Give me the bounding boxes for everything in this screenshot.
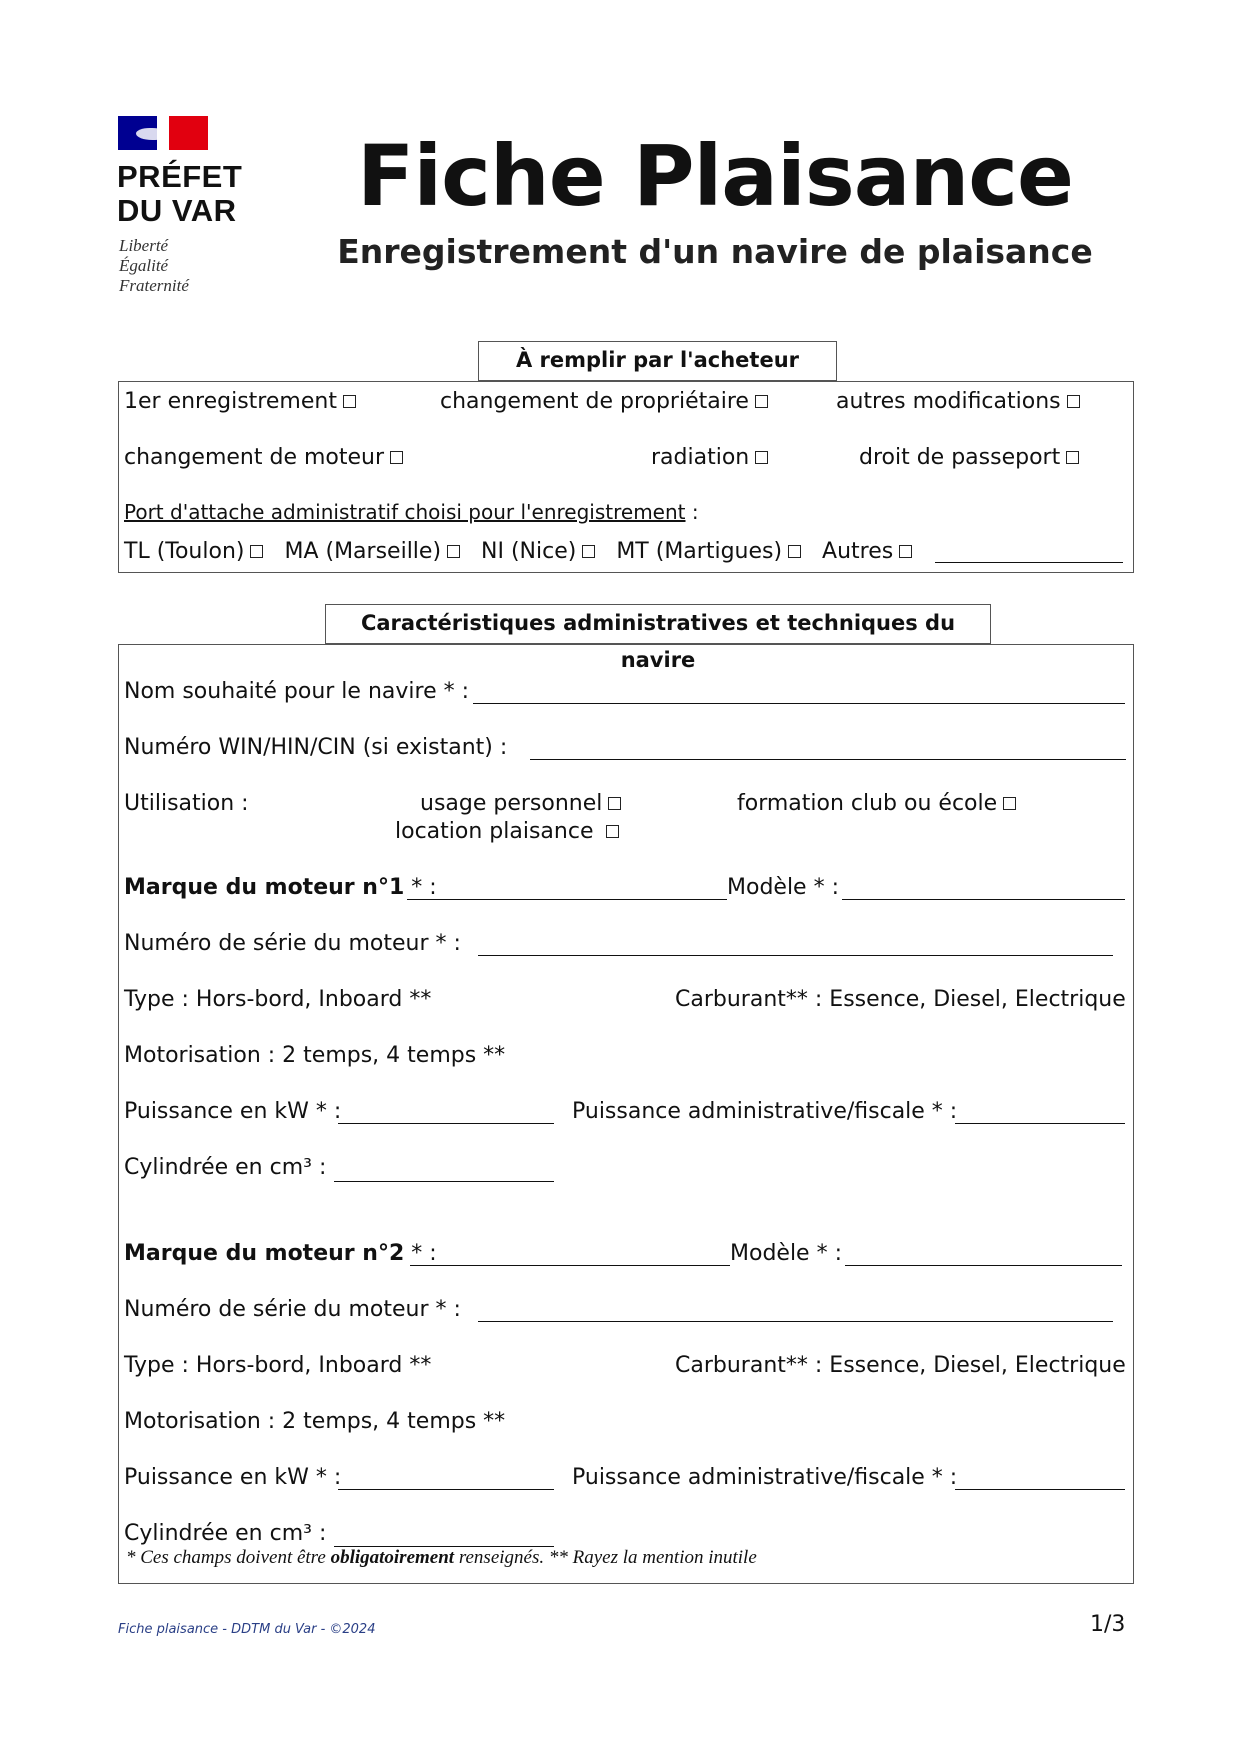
engine1-fuel-label: Carburant** : Essence, Diesel, Electrique: [675, 987, 1126, 1012]
checkbox[interactable]: [1003, 797, 1016, 810]
engine1-stroke-label: Motorisation : 2 temps, 4 temps **: [124, 1043, 506, 1068]
port-autres[interactable]: Autres: [822, 539, 912, 564]
checkbox[interactable]: [606, 825, 619, 838]
engine2-serial-label: Numéro de série du moteur * :: [124, 1297, 461, 1322]
hull-number-input-line[interactable]: [530, 759, 1126, 760]
engine1-power-input-line[interactable]: [338, 1123, 554, 1124]
engine2-brand-label: Marque du moteur n°2 * :: [124, 1241, 437, 1266]
engine2-type-label: Type : Hors-bord, Inboard **: [124, 1353, 432, 1378]
usage-personal[interactable]: usage personnel: [420, 790, 621, 818]
checkbox[interactable]: [582, 545, 595, 558]
vessel-name-input-line[interactable]: [473, 703, 1125, 704]
option-label: droit de passeport: [859, 445, 1061, 470]
usage-rental[interactable]: location plaisance: [395, 818, 619, 846]
option-passport-fee[interactable]: [859, 444, 1079, 472]
engine1-model-label: Modèle * :: [727, 875, 839, 900]
checkbox[interactable]: [788, 545, 801, 558]
option-engine-change[interactable]: [124, 444, 403, 472]
page-subtitle: Enregistrement d'un navire de plaisance: [337, 232, 1093, 271]
engine1-model-input-line[interactable]: [842, 899, 1125, 900]
engine1-serial-input-line[interactable]: [478, 955, 1113, 956]
checkbox[interactable]: [755, 395, 768, 408]
checkbox[interactable]: [447, 545, 460, 558]
port-other-input-line[interactable]: [935, 562, 1123, 563]
port-label-text: Port d'attache administratif choisi pour l'enregistrement: [124, 500, 686, 524]
checkbox[interactable]: [755, 451, 768, 464]
engine2-displacement-label: Cylindrée en cm³ :: [124, 1521, 327, 1546]
port-martigues[interactable]: MT (Martigues): [616, 539, 801, 564]
section-vessel-tab: Caractéristiques administratives et techniques du navire: [325, 604, 991, 644]
hull-number-label: Numéro WIN/HIN/CIN (si existant) :: [124, 735, 508, 760]
checkbox[interactable]: [1066, 451, 1079, 464]
checkbox[interactable]: [608, 797, 621, 810]
engine1-admin-power-label: Puissance administrative/fiscale * :: [572, 1099, 958, 1124]
option-label: changement de moteur: [124, 445, 385, 470]
engine1-type-label: Type : Hors-bord, Inboard **: [124, 987, 432, 1012]
option-label: radiation: [651, 445, 750, 470]
option-owner-change[interactable]: [440, 388, 768, 416]
engine1-brand-label: Marque du moteur n°1 * :: [124, 875, 437, 900]
port-nice[interactable]: NI (Nice): [481, 539, 595, 564]
page-number: 1/3: [1090, 1612, 1126, 1637]
checkbox[interactable]: [250, 545, 263, 558]
checkbox[interactable]: [1067, 395, 1080, 408]
footer-credit: Fiche plaisance - DDTM du Var - ©2024: [118, 1622, 376, 1637]
engine1-displacement-label: Cylindrée en cm³ :: [124, 1155, 327, 1180]
logo-line-1: PRÉFET: [117, 159, 243, 194]
motto-fraternite: Fraternité: [119, 276, 189, 295]
usage-label: Utilisation :: [124, 791, 249, 816]
marianne-logo: [118, 116, 208, 150]
engine2-admin-power-label: Puissance administrative/fiscale * :: [572, 1465, 958, 1490]
port-options: [124, 538, 912, 566]
motto-liberte: Liberté: [119, 236, 169, 255]
engine2-power-label: Puissance en kW * :: [124, 1465, 342, 1490]
checkbox[interactable]: [390, 451, 403, 464]
option-first-registration[interactable]: [124, 388, 356, 416]
engine2-stroke-label: Motorisation : 2 temps, 4 temps **: [124, 1409, 506, 1434]
engine2-serial-input-line[interactable]: [478, 1321, 1113, 1322]
republic-motto: [119, 236, 189, 296]
engine2-fuel-label: Carburant** : Essence, Diesel, Electrique: [675, 1353, 1126, 1378]
engine2-power-input-line[interactable]: [338, 1489, 554, 1490]
prefet-logo-text: [117, 160, 242, 228]
option-label: 1er enregistrement: [124, 389, 337, 414]
logo-line-2: DU VAR: [117, 193, 237, 228]
option-radiation[interactable]: [651, 444, 768, 472]
engine2-model-input-line[interactable]: [845, 1265, 1122, 1266]
engine1-serial-label: Numéro de série du moteur * :: [124, 931, 461, 956]
option-label: autres modifications: [836, 389, 1061, 414]
port-label: [124, 498, 699, 526]
engine2-brand-input-line[interactable]: [410, 1265, 730, 1266]
motto-egalite: Égalité: [119, 256, 169, 275]
marianne-profile-icon: [136, 128, 166, 140]
section-buyer-tab: À remplir par l'acheteur: [478, 341, 837, 381]
checkbox[interactable]: [343, 395, 356, 408]
engine1-admin-power-input-line[interactable]: [955, 1123, 1125, 1124]
engine1-power-label: Puissance en kW * :: [124, 1099, 342, 1124]
usage-club-school[interactable]: formation club ou école: [737, 790, 1016, 818]
option-other-changes[interactable]: [836, 388, 1080, 416]
engine2-model-label: Modèle * :: [730, 1241, 842, 1266]
page-title: Fiche Plaisance: [356, 127, 1074, 225]
port-marseille[interactable]: MA (Marseille): [284, 539, 460, 564]
checkbox[interactable]: [899, 545, 912, 558]
mandatory-fields-note: * Ces champs doivent être obligatoirement renseignés. ** Rayez la mention inutile: [126, 1547, 757, 1568]
engine1-brand-input-line[interactable]: [407, 899, 727, 900]
engine1-displacement-input-line[interactable]: [334, 1181, 554, 1182]
vessel-name-label: Nom souhaité pour le navire * :: [124, 679, 469, 704]
port-label-colon: :: [691, 500, 699, 524]
port-toulon[interactable]: TL (Toulon): [124, 539, 263, 564]
option-label: changement de propriétaire: [440, 389, 749, 414]
engine2-admin-power-input-line[interactable]: [955, 1489, 1125, 1490]
